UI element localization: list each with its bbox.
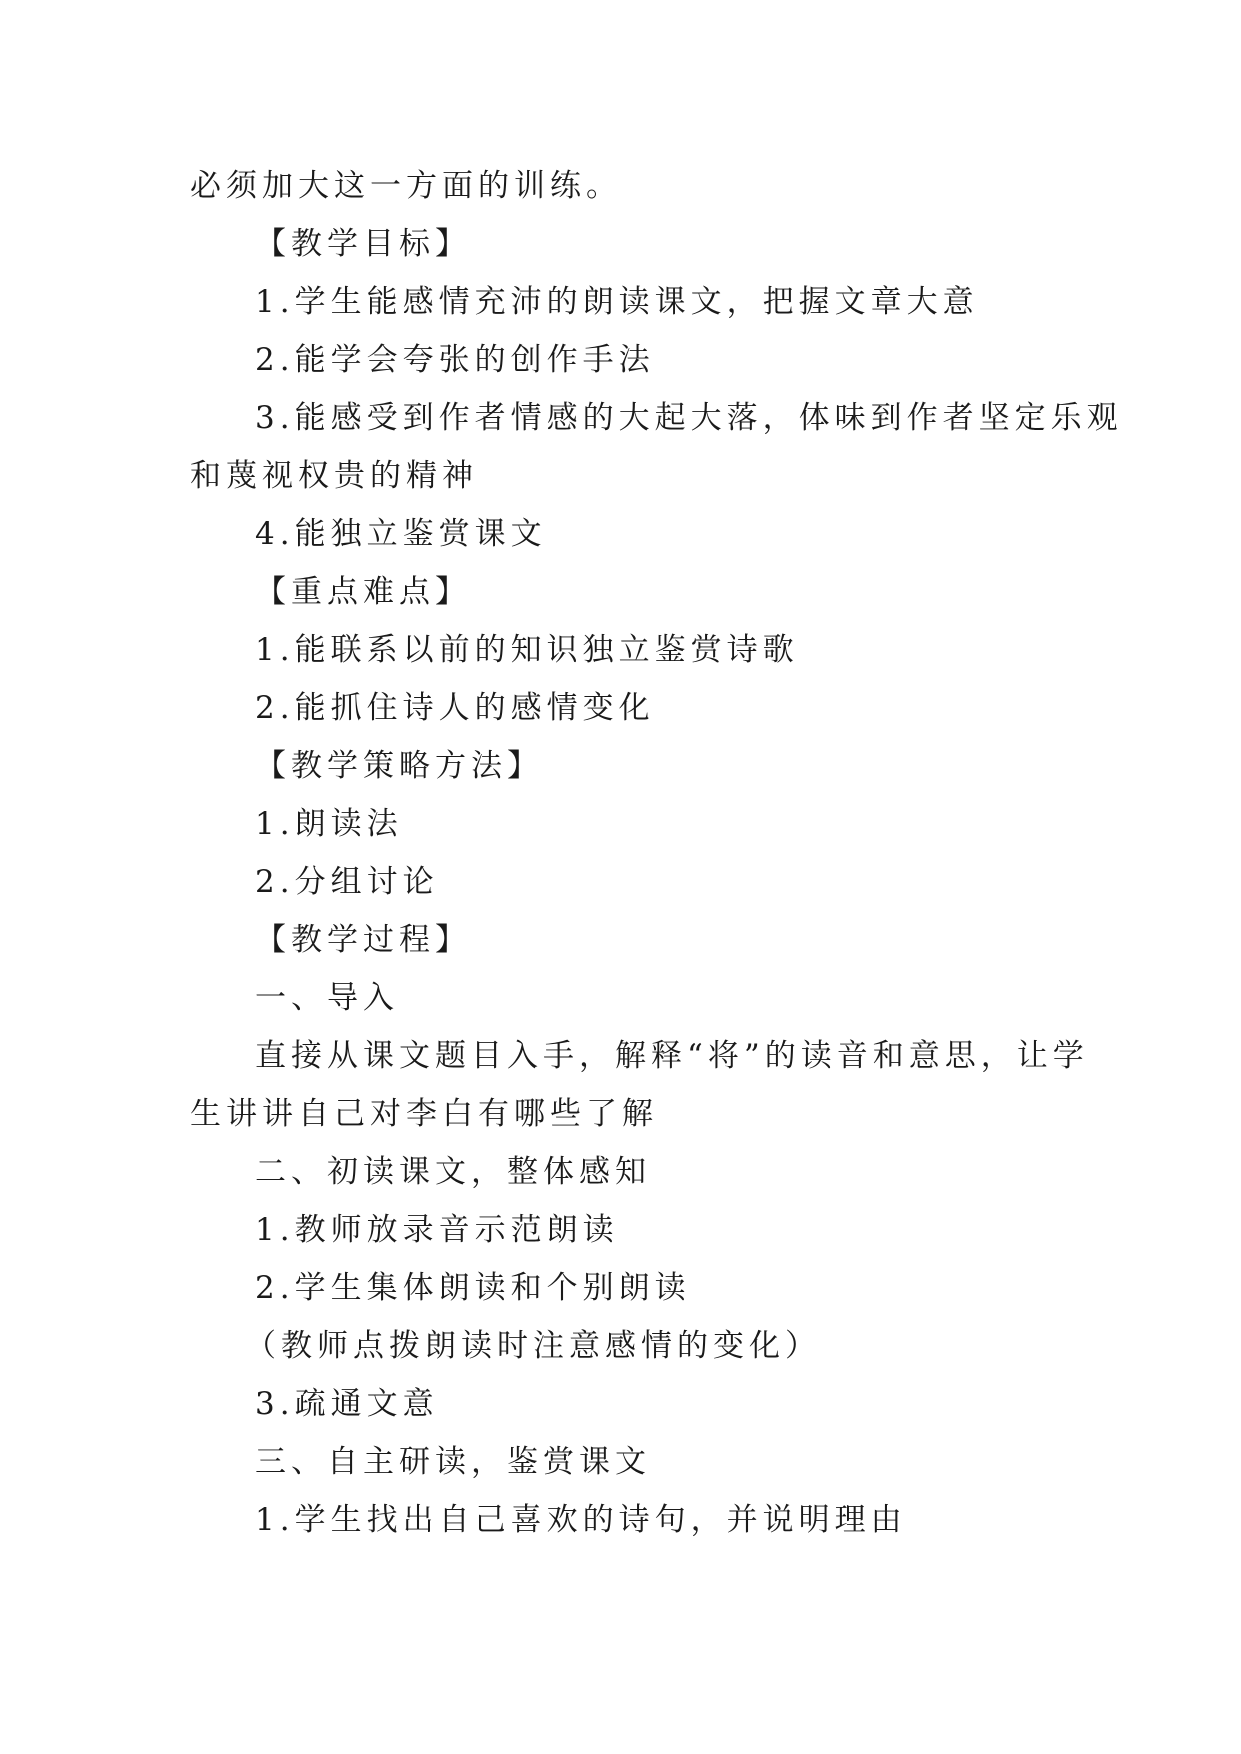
key-point-item-2: 2.能抓住诗人的感情变化 — [255, 690, 655, 726]
goal-item-2: 2.能学会夸张的创作手法 — [255, 342, 655, 378]
goal-item-3: 3.能感受到作者情感的大起大落，体味到作者坚定乐观 — [255, 400, 1123, 436]
independent-study-item-1: 1.学生找出自己喜欢的诗句，并说明理由 — [255, 1502, 907, 1538]
first-reading-item-3: 3.疏通文意 — [255, 1386, 439, 1422]
strategy-item-2: 2.分组讨论 — [255, 864, 439, 900]
goal-item-1: 1.学生能感情充沛的朗读课文，把握文章大意 — [255, 284, 979, 320]
section-heading-strategy: 【教学策略方法】 — [255, 748, 543, 784]
process-step-independent-study: 三、自主研读，鉴赏课文 — [255, 1444, 651, 1480]
process-step-intro: 一、导入 — [255, 980, 399, 1016]
process-step-first-reading: 二、初读课文，整体感知 — [255, 1154, 651, 1190]
first-reading-item-2: 2.学生集体朗读和个别朗读 — [255, 1270, 691, 1306]
goal-item-3-continuation: 和蔑视权贵的精神 — [190, 458, 478, 494]
strategy-item-1: 1.朗读法 — [255, 806, 403, 842]
intro-paragraph: 直接从课文题目入手，解释“将”的读音和意思，让学 — [255, 1038, 1089, 1074]
section-heading-process: 【教学过程】 — [255, 922, 471, 958]
paragraph-continuation: 必须加大这一方面的训练。 — [190, 168, 622, 204]
key-point-item-1: 1.能联系以前的知识独立鉴赏诗歌 — [255, 632, 799, 668]
section-heading-key-points: 【重点难点】 — [255, 574, 471, 610]
intro-paragraph-continuation: 生讲讲自己对李白有哪些了解 — [190, 1096, 658, 1132]
first-reading-note: （教师点拨朗读时注意感情的变化） — [245, 1328, 821, 1364]
first-reading-item-1: 1.教师放录音示范朗读 — [255, 1212, 619, 1248]
section-heading-teaching-goals: 【教学目标】 — [255, 226, 471, 262]
goal-item-4: 4.能独立鉴赏课文 — [255, 516, 547, 552]
